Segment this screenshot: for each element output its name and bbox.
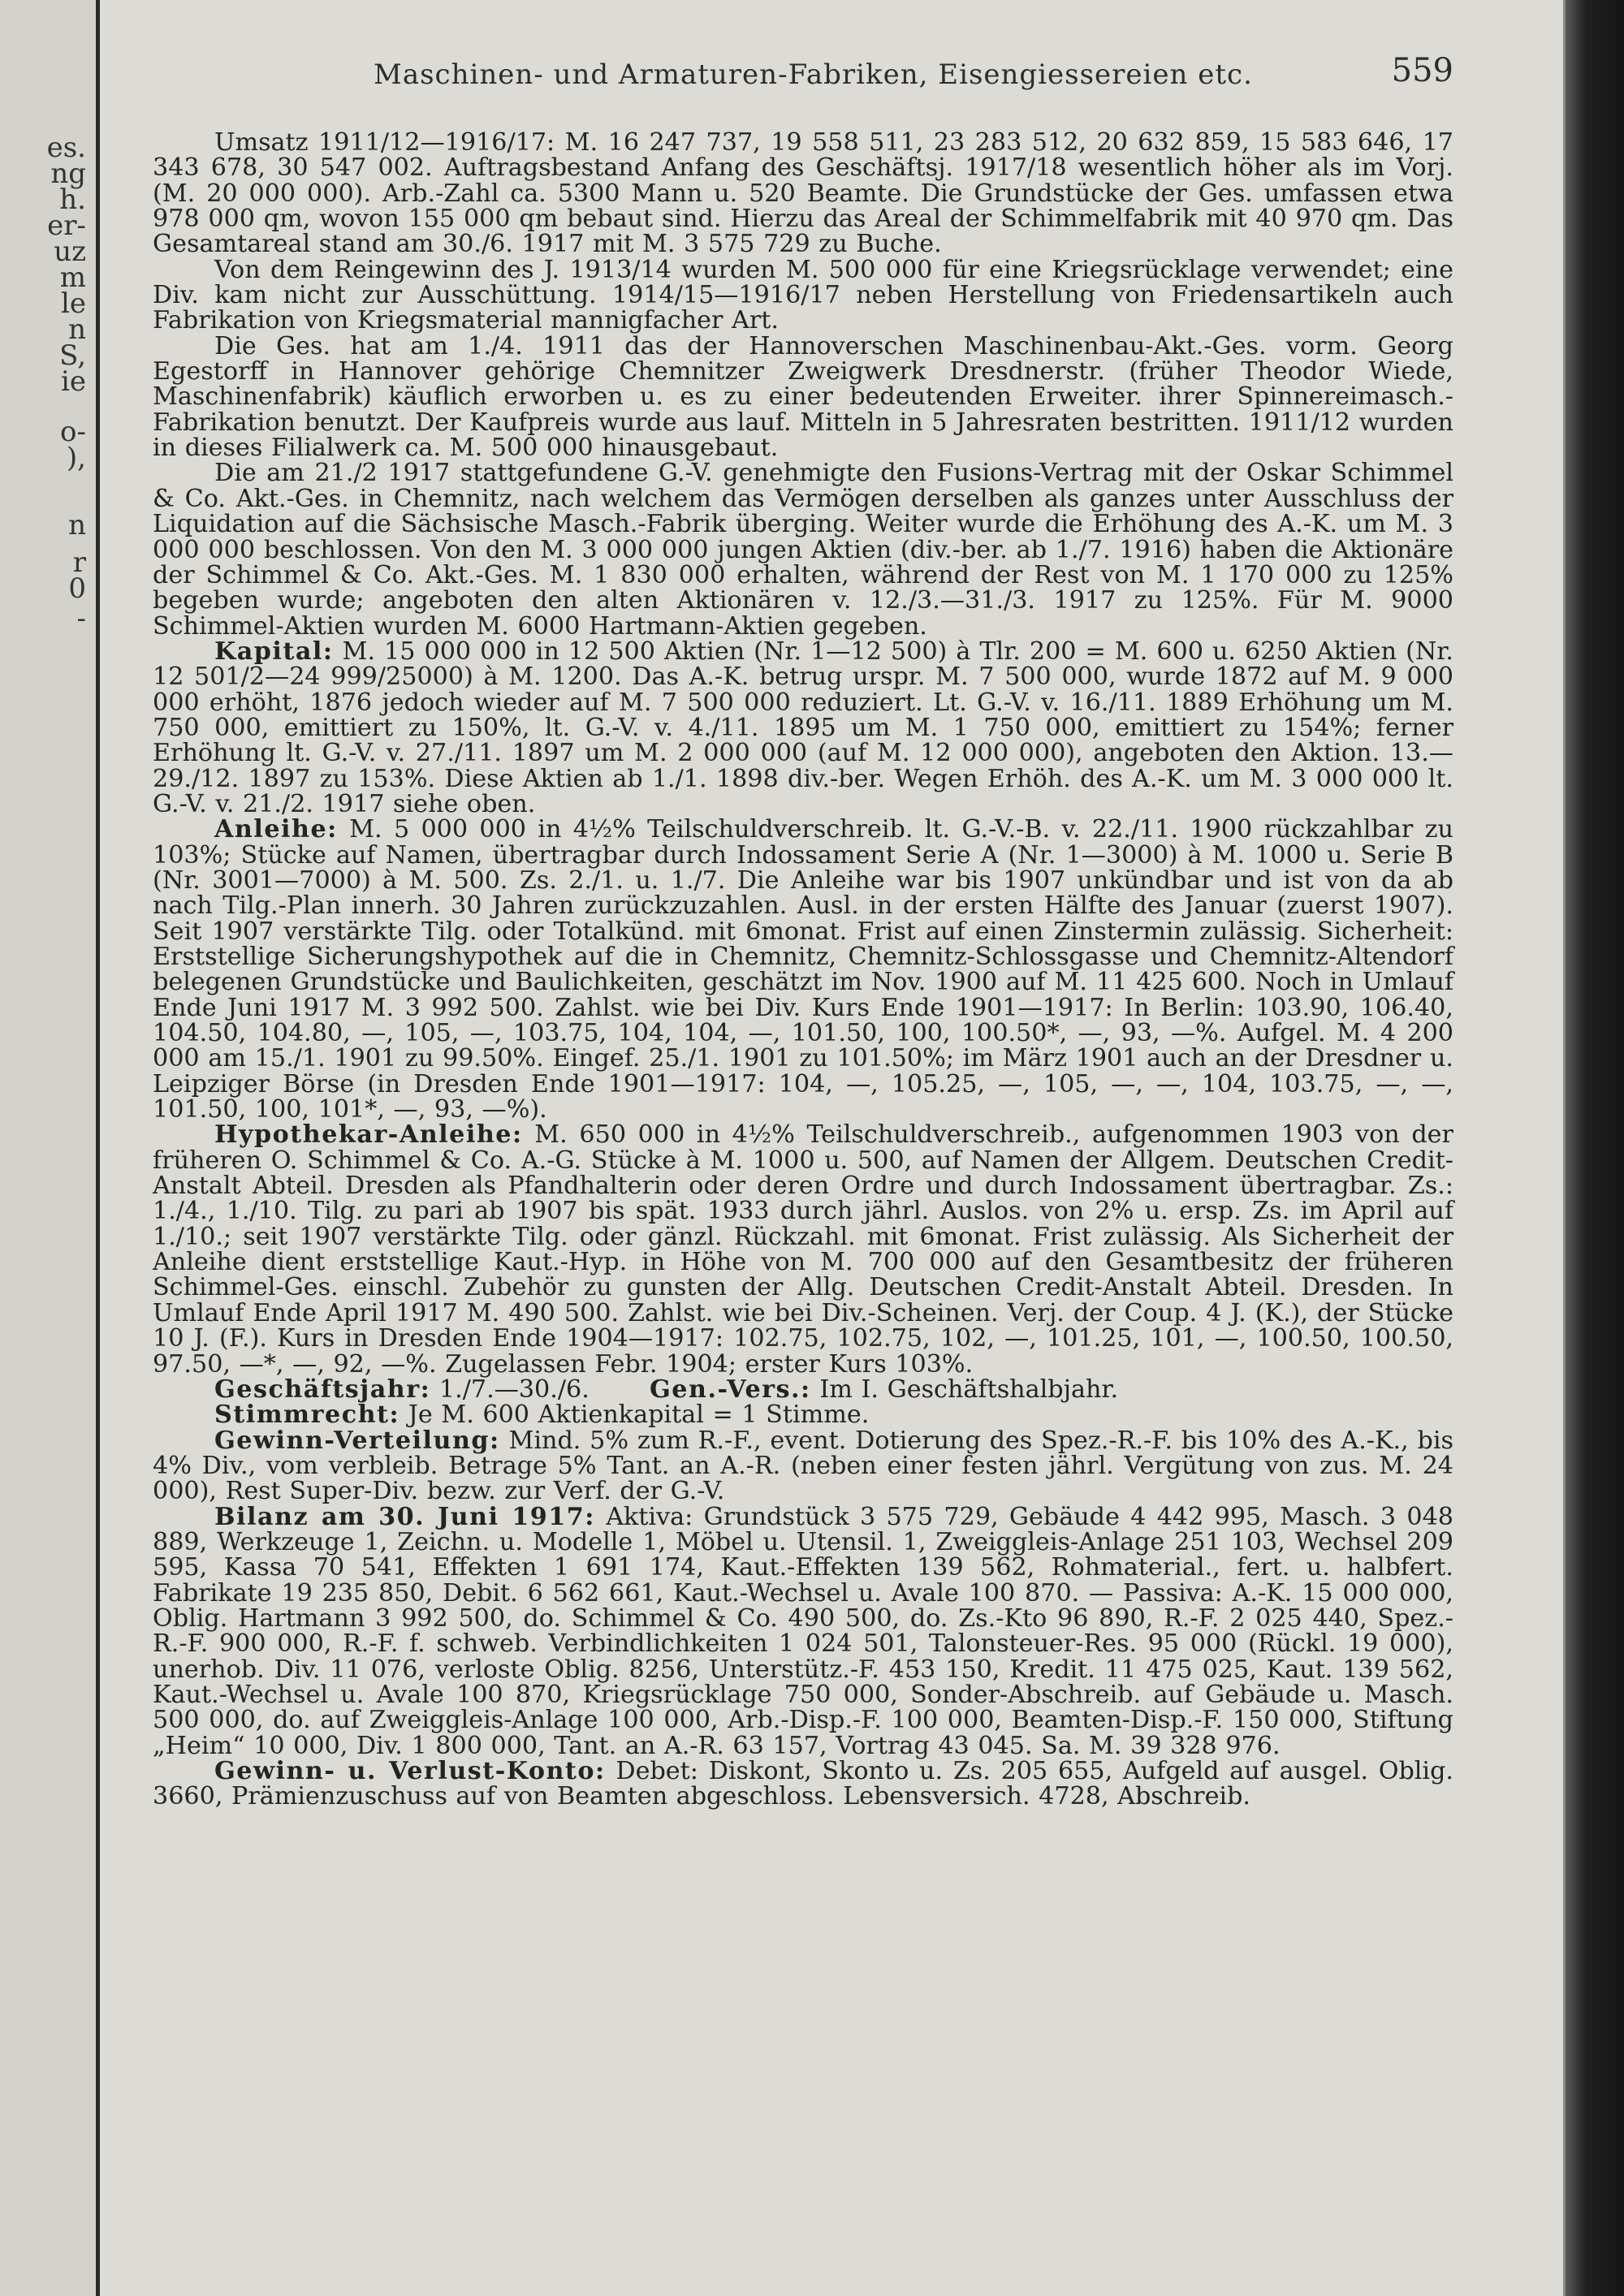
margin-fragment: r bbox=[72, 546, 86, 579]
margin-fragment: ), bbox=[66, 442, 86, 474]
section-heading: Gewinn-Verteilung: bbox=[214, 1426, 500, 1455]
paragraph-bilanz bbox=[153, 1504, 1453, 1759]
paragraph-text: Umsatz 1911/12—1916/17: M. 16 247 737, 19 558 511, 23 283 512, 20 632 859, 15 583 646, 17 343 678, 30 547 002. Auftragsbestand Anfang des Geschäftsj. 1917/18 wesentlich höher als im Vorj. (M. 20 000 000). Arb.-Zahl ca. 5300 Mann u. 520 Beamte. Die Grundstücke der Ges. umfassen etwa 978 000 qm, wovon 155 000 qm bebaut sind. Hierzu das Areal der Schimmelfabrik mit 40 970 qm. Das Gesamtareal stand am 30./6. 1917 mit M. 3 575 729 zu Buche. bbox=[153, 128, 1453, 259]
paragraph-text: Im I. Geschäftshalbjahr. bbox=[819, 1375, 1119, 1404]
paragraph-stimmrecht bbox=[153, 1400, 1453, 1430]
paragraph-geschaeftsjahr bbox=[153, 1377, 1453, 1402]
section-heading: Gen.-Vers.: bbox=[650, 1375, 811, 1404]
paragraph-hypothekar-anleihe bbox=[153, 1120, 1453, 1379]
margin-fragment: h. bbox=[59, 183, 86, 216]
margin-fragment: n bbox=[68, 313, 86, 346]
paragraph-text: Die am 21./2 1917 stattgefundene G.-V. genehmigte den Fusions-Vertrag mit der Oskar Schimmel & Co. Akt.-Ges. in Chemnitz, nach welchem das Vermögen derselben als ganzes unter Ausschluss der Liquidation auf die Sächsische Masch.-Fabrik überging. Weiter wurde die Erhöhung des A.-K. um M. 3 000 000 beschlossen. Von den M. 3 000 000 jungen Aktien (div.-ber. ab 1./7. 1916) haben die Aktionäre der Schimmel & Co. Akt.-Ges. M. 1 830 000 erhalten, während der Rest von M. 1 170 000 zu 125% begeben wurde; angeboten den alten Aktionären v. 12./3.—31./3. 1917 zu 125%. Für M. 9000 Schimmel-Aktien wurden M. 6000 Hartmann-Aktien gegeben. bbox=[153, 459, 1453, 641]
paragraph-anleihe bbox=[153, 817, 1453, 1122]
margin-fragment: S, bbox=[59, 339, 86, 372]
margin-fragment: uz bbox=[54, 235, 86, 268]
paragraph-kapital bbox=[153, 639, 1453, 817]
margin-fragment: o- bbox=[60, 416, 86, 448]
previous-page-margin bbox=[0, 0, 100, 2296]
paragraph-text: Die Ges. hat am 1./4. 1911 das der Hannoverschen Maschinenbau-Akt.-Ges. vorm. Georg Egestorff in Hannover gehörige Chemnitzer Zweigwerk Dresdnerstr. (früher Theodor Wiede, Maschinenfabrik) käuflich erworben u. es zu einer bedeutenden Erweiter. ihrer Spinnereimasch.-Fabrikation benutzt. Der Kaufpreis wurde aus lauf. Mitteln in 5 Jahresraten bestritten. 1911/12 wurden in dieses Filialwerk ca. M. 500 000 hinausgebaut. bbox=[153, 331, 1453, 463]
paragraph-text: M. 650 000 in 4½% Teilschuldverschreib., aufgenommen 1903 von der früheren O. Schimmel & Co. A.-G. Stücke à M. 1000 u. 500, auf Namen der Allgem. Deutschen Credit-Anstalt Abteil. Dresden als Pfandhalterin oder deren Ordre und durch Indossament übertragbar. Zs.: 1./4., 1./10. Tilg. zu pari ab 1907 bis spät. 1933 durch jährl. Auslos. von 2% u. ersp. Zs. im April auf 1./10.; seit 1907 verstärkte Tilg. oder gänzl. Rückzahl. mit 6monat. Frist zulässig. Als Sicherheit der Anleihe dient erststellige Kaut.-Hyp. in Höhe von M. 700 000 auf den Gesamtbesitz der früheren Schimmel-Ges. einschl. Zubehör zu gunsten der Allg. Deutschen Credit-Anstalt Abteil. Dresden. In Umlauf Ende April 1917 M. 490 500. Zahlst. wie bei Div.-Scheinen. Verj. der Coup. 4 J. (K.), der Stücke 10 J. (F.). Kurs in Dresden Ende 1904—1917: 102.75, 102.75, 102, —, 101.25, 101, —, 100.50, 100.50, 97.50, —*, —, 92, —%. Zugelassen Febr. 1904; erster Kurs 103%. bbox=[153, 1120, 1453, 1379]
book-binding-shadow bbox=[1566, 0, 1624, 2296]
paragraph-text: 1./7.—30./6. bbox=[438, 1375, 590, 1404]
margin-fragment: m bbox=[59, 261, 86, 294]
section-heading: Anleihe: bbox=[214, 815, 338, 844]
page-number: 559 bbox=[1391, 52, 1453, 89]
header-title: Maschinen- und Armaturen-Fabriken, Eisengiessereien etc. bbox=[374, 58, 1253, 91]
margin-fragment: le bbox=[61, 287, 86, 320]
paragraph-reingewinn bbox=[153, 257, 1453, 334]
paragraph-umsatz bbox=[153, 130, 1453, 257]
section-heading: Geschäftsjahr: bbox=[214, 1375, 431, 1404]
margin-fragment: ng bbox=[50, 158, 86, 190]
margin-fragment: - bbox=[76, 602, 86, 635]
paragraph-text: Je M. 600 Aktienkapital = 1 Stimme. bbox=[408, 1400, 870, 1430]
section-heading: Gewinn- u. Verlust-Konto: bbox=[214, 1757, 606, 1785]
margin-fragment: 0 bbox=[68, 572, 86, 605]
section-heading: Kapital: bbox=[214, 637, 334, 666]
paragraph-text: Mind. 5% zum R.-F., event. Dotierung des Spez.-R.-F. bis 10% des A.-K., bis 4% Div., vom verbleib. Betrage 5% Tant. an A.-R. (neben einer festen jährl. Vergütung von zus. M. 24 000), Rest Super-Div. bezw. zur Verf. der G.-V. bbox=[153, 1426, 1453, 1506]
paragraph-text: M. 5 000 000 in 4½% Teilschuldverschreib. lt. G.-V.-B. v. 22./11. 1900 rückzahlbar zu 103%; Stücke auf Namen, übertragbar durch Indossament Serie A (Nr. 1—3000) à M. 1000 u. Serie B (Nr. 3001—7000) à M. 500. Zs. 2./1. u. 1./7. Die Anleihe war bis 1907 unkündbar und ist von da ab nach Tilg.-Plan innerh. 30 Jahren zurückzuzahlen. Ausl. in der ersten Hälfte des Januar (zuerst 1907). Seit 1907 verstärkte Tilg. oder Totalkünd. mit 6monat. Frist auf einen Zinstermin zulässig. Sicherheit: Erststellige Sicherungshypothek auf die in Chemnitz, Chemnitz-Schlossgasse und Chemnitz-Altendorf belegenen Grundstücke und Baulichkeiten, geschätzt im Nov. 1900 auf M. 11 425 600. Noch in Umlauf Ende Juni 1917 M. 3 992 500. Zahlst. wie bei Div. Kurs Ende 1901—1917: In Berlin: 103.90, 106.40, 104.50, 104.80, —, 105, —, 103.75, 104, 104, —, 101.50, 100, 100.50*, —, 93, —%. Aufgel. M. 4 200 000 am 15./1. 1901 zu 99.50%. Eingef. 25./1. 1901 zu 101.50%; im März 1901 auch an der Dresdner u. Leipziger Börse (in Dresden Ende 1901—1917: 104, —, 105.25, —, 105, —, —, 104, 103.75, —, —, 101.50, 100, 101*, —, 93, —%). bbox=[153, 815, 1453, 1124]
body-text bbox=[153, 130, 1453, 1810]
margin-fragment: ie bbox=[61, 365, 86, 398]
paragraph-text: Debet: Diskont, Skonto u. Zs. 205 655, Aufgeld auf ausgel. Oblig. 3660, Prämienzuschuss auf von Beamten abgeschloss. Lebensversich. 4728, Abschreib. bbox=[153, 1757, 1453, 1811]
section-heading: Stimmrecht: bbox=[214, 1400, 400, 1430]
paragraph-text: M. 15 000 000 in 12 500 Aktien (Nr. 1—12 500) à Tlr. 200 = M. 600 u. 6250 Aktien (Nr. 12 501/2—24 999/25000) à M. 1200. Das A.-K. betrug urspr. M. 7 500 000, wurde 1872 auf M. 9 000 000 erhöht, 1876 jedoch wieder auf M. 7 500 000 reduziert. Lt. G.-V. v. 16./11. 1889 Erhöhung um M. 750 000, emittiert zu 150%, lt. G.-V. v. 4./11. 1895 um M. 1 750 000, emittiert zu 154%; ferner Erhöhung lt. G.-V. v. 27./11. 1897 um M. 2 000 000 (auf M. 12 000 000), angeboten den Aktion. 13.—29./12. 1897 zu 153%. Diese Aktien ab 1./1. 1898 div.-ber. Wegen Erhöh. des A.-K. um M. 3 000 000 lt. G.-V. v. 21./2. 1917 siehe oben. bbox=[153, 637, 1453, 818]
running-header bbox=[154, 47, 1453, 96]
section-heading: Bilanz am 30. Juni 1917: bbox=[214, 1502, 595, 1531]
paragraph-text: Von dem Reingewinn des J. 1913/14 wurden M. 500 000 für eine Kriegsrücklage verwendet; eine Div. kam nicht zur Ausschüttung. 1914/15—1916/17 neben Herstellung von Friedensartikeln auch Fabrikation von Kriegsmaterial mannigfacher Art. bbox=[153, 255, 1453, 335]
paragraph-fusion bbox=[153, 459, 1453, 641]
paragraph-gewinn-verteilung bbox=[153, 1428, 1453, 1504]
margin-fragment: es. bbox=[46, 132, 86, 164]
paragraph-zweigwerk bbox=[153, 331, 1453, 463]
paragraph-gewinn-verlust bbox=[153, 1759, 1453, 1810]
margin-fragment: n bbox=[68, 509, 86, 542]
margin-fragment: er- bbox=[47, 209, 86, 242]
section-heading: Hypothekar-Anleihe: bbox=[214, 1120, 523, 1150]
paragraph-text: Aktiva: Grundstück 3 575 729, Gebäude 4 442 995, Masch. 3 048 889, Werkzeuge 1, Zeichn. u. Modelle 1, Möbel u. Utensil. 1, Zweiggleis-Anlage 251 103, Wechsel 209 595, Kassa 70 541, Effekten 1 691 174, Kaut.-Effekten 139 562, Rohmaterial., fert. u. halbfert. Fabrikate 19 235 850, Debit. 6 562 661, Kaut.-Wechsel u. Avale 100 870. — Passiva: A.-K. 15 000 000, Oblig. Hartmann 3 992 500, do. Schimmel & Co. 490 500, do. Zs.-Kto 96 890, R.-F. 2 025 440, Spez.-R.-F. 900 000, R.-F. f. schweb. Verbindlichkeiten 1 024 501, Talonsteuer-Res. 95 000 (Rückl. 19 000), unerhob. Div. 11 076, verloste Oblig. 8256, Unterstütz.-F. 453 150, Kredit. 11 475 025, Kaut. 139 562, Kaut.-Wechsel u. Avale 100 870, Kriegsrücklage 750 000, Sonder-Abschreib. auf Gebäude u. Masch. 500 000, do. auf Zweiggleis-Anlage 100 000, Arb.-Disp.-F. 100 000, Beamten-Disp.-F. 150 000, Stiftung „Heim“ 10 000, Div. 1 800 000, Tant. an A.-R. 63 157, Vortrag 43 045. Sa. M. 39 328 976. bbox=[153, 1502, 1453, 1760]
